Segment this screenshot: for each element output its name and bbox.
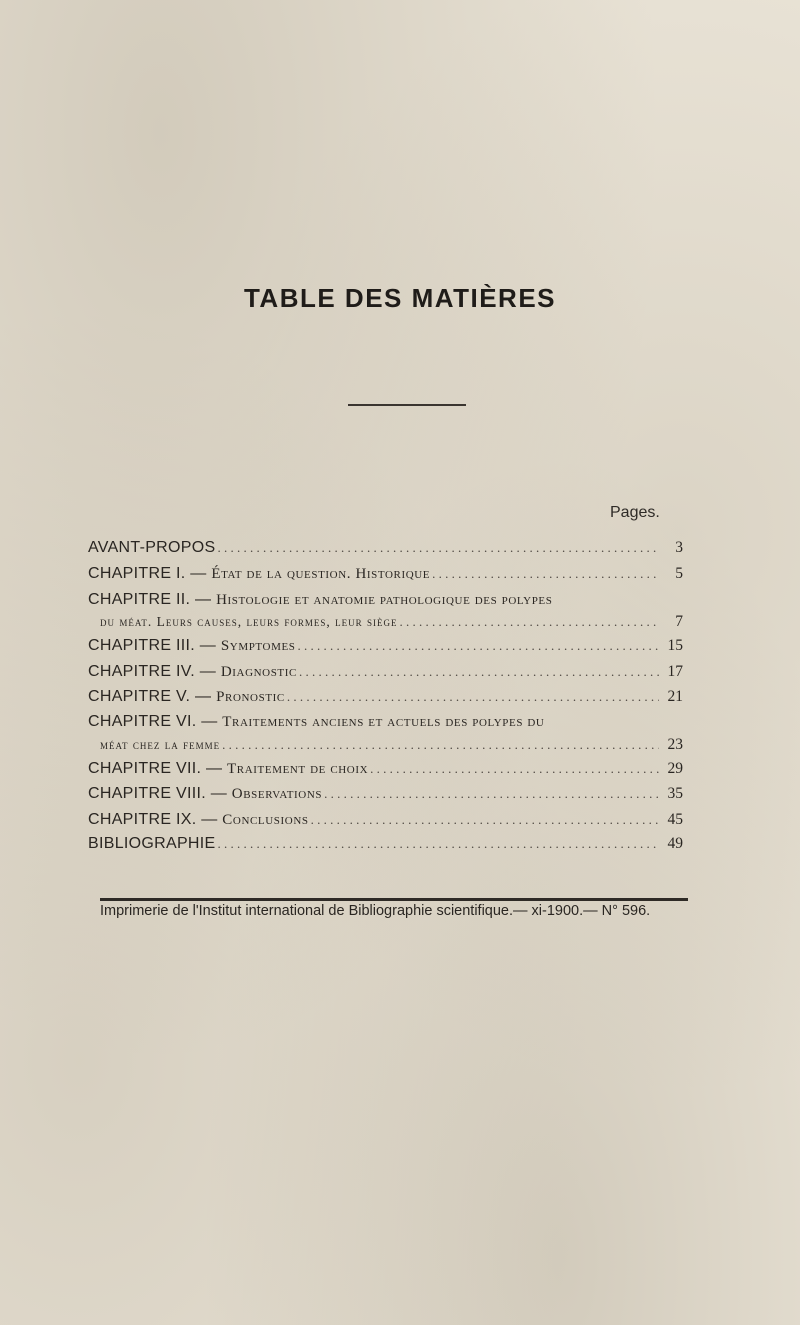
toc-entry-title: BIBLIOGRAPHIE xyxy=(88,834,216,852)
leader-dots xyxy=(311,807,659,831)
leader-dots xyxy=(299,659,659,683)
toc-entry xyxy=(88,535,683,560)
toc-entry-page: 45 xyxy=(667,810,683,828)
toc-entry-chapter: CHAPITRE II. — xyxy=(88,590,217,608)
leader-dots xyxy=(287,684,659,708)
toc-entry-chapter: CHAPITRE VIII. — xyxy=(88,785,232,803)
toc-entry-title: Observations xyxy=(231,786,323,803)
toc-entry-page: 7 xyxy=(675,613,683,631)
toc-entry xyxy=(88,586,683,632)
leader-dots xyxy=(298,633,660,657)
toc-entry-title: AVANT-PROPOS xyxy=(88,539,216,556)
toc-entry-chapter: CHAPITRE V. — xyxy=(88,687,217,705)
toc-entry-page: 23 xyxy=(667,735,683,753)
toc-entry-chapter: CHAPITRE IX. — xyxy=(88,810,223,828)
pages-column-label: Pages. xyxy=(610,504,660,521)
toc-entry-title: Pronostic xyxy=(216,688,285,705)
leader-dots xyxy=(370,756,659,780)
toc-entry xyxy=(88,560,683,585)
toc-entry-title: Conclusions xyxy=(222,811,309,828)
toc-entry xyxy=(88,806,683,831)
toc-entry-page: 15 xyxy=(667,637,683,655)
leader-dots xyxy=(222,734,659,755)
toc-entry xyxy=(88,755,683,780)
toc-entry-chapter: CHAPITRE I. — xyxy=(88,565,212,583)
toc-entry-page: 5 xyxy=(675,565,683,583)
footer-divider xyxy=(100,898,688,901)
toc-entry-continuation: méat chez la femme xyxy=(100,736,221,752)
toc-entry xyxy=(88,831,683,856)
toc-entry-page: 21 xyxy=(667,687,683,705)
leader-dots xyxy=(324,781,659,805)
toc-entry xyxy=(88,708,683,754)
leader-dots xyxy=(217,535,659,560)
toc-entry-title: Symptomes xyxy=(220,638,296,655)
toc-entry-title: Histologie et anatomie pathologique des polypes xyxy=(216,591,553,608)
leader-dots xyxy=(432,561,659,585)
table-of-contents xyxy=(88,535,683,856)
toc-entry-chapter: CHAPITRE IV. — xyxy=(88,662,221,680)
toc-entry-page: 35 xyxy=(667,785,683,803)
toc-entry xyxy=(88,780,683,805)
toc-entry xyxy=(88,683,683,708)
printer-imprint: Imprimerie de l'Institut international de Bibliographie scientifique.— xi-1900.— N° 596. xyxy=(100,903,651,919)
toc-entry-page: 29 xyxy=(667,759,683,777)
page-title: TABLE DES MATIÈRES xyxy=(243,283,557,313)
leader-dots xyxy=(400,611,659,632)
toc-entry-page: 17 xyxy=(667,662,683,680)
toc-entry-chapter: CHAPITRE VII. — xyxy=(88,759,228,777)
toc-entry-page: 49 xyxy=(667,834,683,852)
toc-entry-chapter: CHAPITRE III. — xyxy=(88,637,221,655)
toc-entry xyxy=(88,658,683,683)
toc-entry-title: Diagnostic xyxy=(220,663,297,680)
title-divider xyxy=(348,404,466,406)
toc-entry-title: Traitements anciens et actuels des polypes du xyxy=(222,714,545,731)
toc-entry-title: Traitement de choix xyxy=(227,760,369,777)
toc-entry-page: 3 xyxy=(675,539,683,556)
toc-entry-title: État de la question. Historique xyxy=(211,566,431,583)
leader-dots xyxy=(218,831,660,856)
toc-entry-continuation: du méat. Leurs causes, leurs formes, leur siège xyxy=(100,614,398,630)
toc-entry xyxy=(88,632,683,657)
toc-entry-chapter: CHAPITRE VI. — xyxy=(88,713,223,731)
